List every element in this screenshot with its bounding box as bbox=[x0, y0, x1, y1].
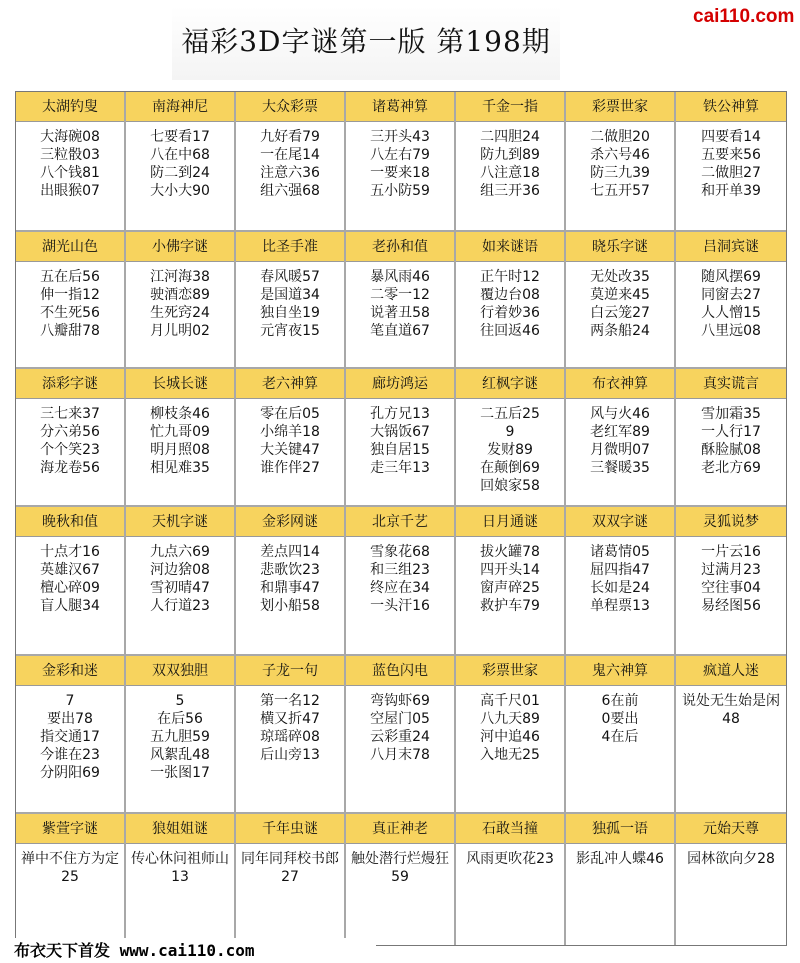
cell-body bbox=[236, 122, 344, 230]
cell-header: 灵狐说梦 bbox=[676, 507, 786, 537]
puzzle-line: 柳枝条46 bbox=[150, 406, 210, 422]
cell-body bbox=[16, 262, 124, 367]
puzzle-cell bbox=[456, 814, 564, 945]
cell-body bbox=[346, 122, 454, 230]
page-title: 福彩3D字谜第一版 第198期 bbox=[181, 25, 551, 58]
puzzle-cell bbox=[16, 92, 124, 230]
cell-body bbox=[456, 122, 564, 230]
puzzle-line: 分阴阳69 bbox=[40, 765, 100, 781]
puzzle-line: 老北方69 bbox=[701, 460, 761, 476]
cell-header: 子龙一句 bbox=[236, 656, 344, 686]
table-row bbox=[16, 656, 786, 812]
puzzle-line: 八里远08 bbox=[701, 323, 761, 339]
cell-header: 金彩网谜 bbox=[236, 507, 344, 537]
puzzle-cell bbox=[676, 232, 786, 367]
cell-header: 红枫字谜 bbox=[456, 369, 564, 399]
puzzle-line: 笔直道67 bbox=[370, 323, 430, 339]
puzzle-line: 三粒骰03 bbox=[40, 147, 100, 163]
cell-body bbox=[676, 262, 786, 367]
puzzle-line: 琼瑶碎08 bbox=[260, 729, 320, 745]
puzzle-line: 和开单39 bbox=[701, 183, 761, 199]
puzzle-line: 人行道23 bbox=[150, 598, 210, 614]
puzzle-line: 一片云16 bbox=[701, 544, 761, 560]
cell-header: 双双字谜 bbox=[566, 507, 674, 537]
cell-header: 双双独胆 bbox=[126, 656, 234, 686]
puzzle-line: 屈四指47 bbox=[590, 562, 650, 578]
puzzle-line: 忙九哥09 bbox=[150, 424, 210, 440]
puzzle-line: 一头汗16 bbox=[370, 598, 430, 614]
table-row bbox=[16, 369, 786, 505]
puzzle-line: 八瓣甜78 bbox=[40, 323, 100, 339]
cell-body bbox=[236, 537, 344, 654]
puzzle-line: 单程票13 bbox=[590, 598, 650, 614]
puzzle-line: 和三组23 bbox=[370, 562, 430, 578]
puzzle-line: 弯钩虾69 bbox=[370, 693, 430, 709]
puzzle-cell bbox=[236, 232, 344, 367]
puzzle-line: 雪加霜35 bbox=[701, 406, 761, 422]
puzzle-line: 云彩重24 bbox=[370, 729, 430, 745]
puzzle-line: 河中追46 bbox=[480, 729, 540, 745]
puzzle-line: 在后56 bbox=[157, 711, 203, 727]
cell-header: 吕洞宾谜 bbox=[676, 232, 786, 262]
puzzle-line: 9 bbox=[505, 424, 515, 440]
puzzle-line: 生死窍24 bbox=[150, 305, 210, 321]
puzzle-line: 元宵夜15 bbox=[260, 323, 320, 339]
puzzle-cell bbox=[16, 507, 124, 654]
puzzle-line: 檀心碎09 bbox=[40, 580, 100, 596]
puzzle-cell bbox=[346, 369, 454, 505]
puzzle-line: 白云笼27 bbox=[590, 305, 650, 321]
puzzle-line: 悲歌饮23 bbox=[260, 562, 320, 578]
cell-header: 石敢当撞 bbox=[456, 814, 564, 844]
cell-body bbox=[126, 122, 234, 230]
puzzle-line: 杀六号46 bbox=[590, 147, 650, 163]
puzzle-line: 禅中不住方为定25 bbox=[21, 851, 119, 885]
puzzle-line: 终应在34 bbox=[370, 580, 430, 596]
puzzle-line: 回娘家58 bbox=[480, 478, 540, 494]
cell-header: 彩票世家 bbox=[566, 92, 674, 122]
puzzle-line: 差点四14 bbox=[260, 544, 320, 560]
puzzle-line: 不生死56 bbox=[40, 305, 100, 321]
puzzle-line: 同年同拜校书郎27 bbox=[241, 851, 339, 885]
cell-header: 诸葛神算 bbox=[346, 92, 454, 122]
puzzle-line: 组三开36 bbox=[480, 183, 540, 199]
puzzle-table bbox=[15, 91, 787, 946]
puzzle-line: 五要来56 bbox=[701, 147, 761, 163]
cell-header: 蓝色闪电 bbox=[346, 656, 454, 686]
puzzle-line: 九点六69 bbox=[150, 544, 210, 560]
cell-header: 小佛字谜 bbox=[126, 232, 234, 262]
puzzle-line: 6在前 bbox=[601, 693, 639, 709]
cell-body bbox=[346, 844, 454, 945]
puzzle-cell bbox=[126, 656, 234, 812]
puzzle-cell bbox=[566, 814, 674, 945]
puzzle-line: 和鼎事47 bbox=[260, 580, 320, 596]
cell-body bbox=[676, 399, 786, 505]
table-row bbox=[16, 92, 786, 230]
puzzle-line: 正午时12 bbox=[480, 269, 540, 285]
puzzle-line: 老红军89 bbox=[590, 424, 650, 440]
puzzle-line: 七要看17 bbox=[150, 129, 210, 145]
puzzle-line: 影乱冲人蝶46 bbox=[576, 851, 664, 867]
puzzle-cell bbox=[676, 369, 786, 505]
puzzle-line: 十点才16 bbox=[40, 544, 100, 560]
cell-body bbox=[16, 122, 124, 230]
puzzle-line: 防二到24 bbox=[150, 165, 210, 181]
table-row bbox=[16, 232, 786, 367]
puzzle-line: 一要来18 bbox=[370, 165, 430, 181]
puzzle-line: 是国道34 bbox=[260, 287, 320, 303]
puzzle-line: 四开头14 bbox=[480, 562, 540, 578]
puzzle-line: 说处无生始是闲48 bbox=[682, 693, 780, 727]
puzzle-cell bbox=[456, 92, 564, 230]
puzzle-cell bbox=[126, 92, 234, 230]
cell-header: 廊坊鸿运 bbox=[346, 369, 454, 399]
cell-header: 湖光山色 bbox=[16, 232, 124, 262]
puzzle-line: 盲人腿34 bbox=[40, 598, 100, 614]
puzzle-cell bbox=[346, 814, 454, 945]
puzzle-line: 莫逆来45 bbox=[590, 287, 650, 303]
puzzle-line: 说著丑58 bbox=[370, 305, 430, 321]
puzzle-line: 小绵羊18 bbox=[260, 424, 320, 440]
cell-body bbox=[16, 399, 124, 505]
puzzle-line: 个个笑23 bbox=[40, 442, 100, 458]
puzzle-cell bbox=[16, 369, 124, 505]
puzzle-line: 横又折47 bbox=[260, 711, 320, 727]
puzzle-line: 风絮乱48 bbox=[150, 747, 210, 763]
puzzle-line: 大海碗08 bbox=[40, 129, 100, 145]
cell-header: 日月通谜 bbox=[456, 507, 564, 537]
puzzle-line: 空往事04 bbox=[701, 580, 761, 596]
puzzle-line: 划小船58 bbox=[260, 598, 320, 614]
puzzle-line: 行着妙36 bbox=[480, 305, 540, 321]
puzzle-cell bbox=[126, 232, 234, 367]
puzzle-cell bbox=[676, 507, 786, 654]
puzzle-cell bbox=[676, 656, 786, 812]
puzzle-line: 入地无25 bbox=[480, 747, 540, 763]
cell-header: 比圣手准 bbox=[236, 232, 344, 262]
puzzle-line: 二四胆24 bbox=[480, 129, 540, 145]
puzzle-line: 英雄汉67 bbox=[40, 562, 100, 578]
puzzle-cell bbox=[346, 656, 454, 812]
puzzle-line: 注意六36 bbox=[260, 165, 320, 181]
puzzle-line: 零在后05 bbox=[260, 406, 320, 422]
puzzle-line: 分六弟56 bbox=[40, 424, 100, 440]
puzzle-line: 大关键47 bbox=[260, 442, 320, 458]
cell-body bbox=[16, 844, 124, 945]
cell-body bbox=[126, 399, 234, 505]
cell-body bbox=[126, 686, 234, 812]
puzzle-line: 在颠倒69 bbox=[480, 460, 540, 476]
puzzle-line: 往回返46 bbox=[480, 323, 540, 339]
cell-header: 天机字谜 bbox=[126, 507, 234, 537]
cell-body bbox=[126, 844, 234, 945]
cell-body bbox=[126, 537, 234, 654]
cell-header: 晓乐字谜 bbox=[566, 232, 674, 262]
cell-body bbox=[456, 686, 564, 812]
puzzle-line: 八注意18 bbox=[480, 165, 540, 181]
puzzle-line: 5 bbox=[175, 693, 185, 709]
puzzle-line: 后山旁13 bbox=[260, 747, 320, 763]
puzzle-line: 九好看79 bbox=[260, 129, 320, 145]
puzzle-line: 伸一指12 bbox=[40, 287, 100, 303]
cell-header: 鬼六神算 bbox=[566, 656, 674, 686]
cell-header: 老六神算 bbox=[236, 369, 344, 399]
cell-body bbox=[566, 686, 674, 812]
puzzle-cell bbox=[16, 656, 124, 812]
cell-header: 真实谎言 bbox=[676, 369, 786, 399]
puzzle-line: 随风摆69 bbox=[701, 269, 761, 285]
cell-body bbox=[566, 262, 674, 367]
cell-header: 独孤一语 bbox=[566, 814, 674, 844]
cell-body bbox=[16, 686, 124, 812]
puzzle-line: 八个钱81 bbox=[40, 165, 100, 181]
puzzle-cell bbox=[456, 507, 564, 654]
cell-body bbox=[676, 537, 786, 654]
puzzle-cell bbox=[456, 232, 564, 367]
puzzle-line: 雪初晴47 bbox=[150, 580, 210, 596]
brand-watermark: cai110.com bbox=[693, 6, 800, 28]
puzzle-cell bbox=[676, 92, 786, 230]
puzzle-line: 诸葛情05 bbox=[590, 544, 650, 560]
puzzle-line: 出眼猴07 bbox=[40, 183, 100, 199]
cell-header: 千年虫谜 bbox=[236, 814, 344, 844]
cell-header: 大众彩票 bbox=[236, 92, 344, 122]
puzzle-line: 长如是24 bbox=[590, 580, 650, 596]
puzzle-line: 暴风雨46 bbox=[370, 269, 430, 285]
cell-body bbox=[236, 399, 344, 505]
puzzle-cell bbox=[346, 507, 454, 654]
puzzle-cell bbox=[566, 92, 674, 230]
puzzle-cell bbox=[566, 369, 674, 505]
puzzle-line: 八月末78 bbox=[370, 747, 430, 763]
puzzle-line: 酥脸腻08 bbox=[701, 442, 761, 458]
puzzle-line: 两条船24 bbox=[590, 323, 650, 339]
cell-header: 北京千艺 bbox=[346, 507, 454, 537]
puzzle-cell bbox=[346, 92, 454, 230]
title-banner bbox=[172, 6, 560, 80]
puzzle-line: 月儿明02 bbox=[150, 323, 210, 339]
puzzle-line: 一张图17 bbox=[150, 765, 210, 781]
cell-body bbox=[126, 262, 234, 367]
cell-header: 布衣神算 bbox=[566, 369, 674, 399]
puzzle-line: 月微明07 bbox=[590, 442, 650, 458]
puzzle-line: 防九到89 bbox=[480, 147, 540, 163]
puzzle-line: 独自居15 bbox=[370, 442, 430, 458]
puzzle-line: 园林欲向夕28 bbox=[687, 851, 775, 867]
cell-header: 晚秋和值 bbox=[16, 507, 124, 537]
puzzle-line: 指交通17 bbox=[40, 729, 100, 745]
puzzle-line: 春风暖57 bbox=[260, 269, 320, 285]
cell-body bbox=[16, 537, 124, 654]
puzzle-line: 走三年13 bbox=[370, 460, 430, 476]
puzzle-line: 八九天89 bbox=[480, 711, 540, 727]
puzzle-line: 空屋门05 bbox=[370, 711, 430, 727]
puzzle-line: 孔方兄13 bbox=[370, 406, 430, 422]
cell-body bbox=[236, 686, 344, 812]
puzzle-line: 一在尾14 bbox=[260, 147, 320, 163]
puzzle-line: 江河海38 bbox=[150, 269, 210, 285]
puzzle-line: 拔火罐78 bbox=[480, 544, 540, 560]
puzzle-line: 触处潜行烂熳狂59 bbox=[351, 851, 449, 885]
puzzle-line: 三开头43 bbox=[370, 129, 430, 145]
puzzle-line: 五九胆59 bbox=[150, 729, 210, 745]
cell-header: 太湖钓叟 bbox=[16, 92, 124, 122]
puzzle-line: 7 bbox=[65, 693, 75, 709]
puzzle-line: 驶酒恋89 bbox=[150, 287, 210, 303]
cell-header: 如来谜语 bbox=[456, 232, 564, 262]
table-row bbox=[16, 814, 786, 945]
puzzle-line: 八左右79 bbox=[370, 147, 430, 163]
cell-header: 狼姐姐谜 bbox=[126, 814, 234, 844]
puzzle-line: 五在后56 bbox=[40, 269, 100, 285]
puzzle-line: 发财89 bbox=[487, 442, 533, 458]
table-row bbox=[16, 507, 786, 654]
cell-body bbox=[346, 686, 454, 812]
puzzle-cell bbox=[126, 369, 234, 505]
cell-body bbox=[676, 844, 786, 945]
cell-header: 元始天尊 bbox=[676, 814, 786, 844]
puzzle-line: 传心休问祖师山13 bbox=[131, 851, 229, 885]
cell-header: 长城长谜 bbox=[126, 369, 234, 399]
cell-header: 添彩字谜 bbox=[16, 369, 124, 399]
puzzle-line: 第一名12 bbox=[260, 693, 320, 709]
cell-header: 南海神尼 bbox=[126, 92, 234, 122]
cell-body bbox=[676, 686, 786, 812]
puzzle-line: 五小防59 bbox=[370, 183, 430, 199]
puzzle-line: 雪象花68 bbox=[370, 544, 430, 560]
puzzle-line: 大小大90 bbox=[150, 183, 210, 199]
puzzle-line: 高千尺01 bbox=[480, 693, 540, 709]
puzzle-line: 窗声碎25 bbox=[480, 580, 540, 596]
puzzle-line: 谁作伴27 bbox=[260, 460, 320, 476]
cell-body bbox=[346, 262, 454, 367]
puzzle-line: 二做胆20 bbox=[590, 129, 650, 145]
puzzle-line: 大锅饭67 bbox=[370, 424, 430, 440]
puzzle-line: 0要出 bbox=[601, 711, 639, 727]
puzzle-cell bbox=[566, 656, 674, 812]
puzzle-line: 风与火46 bbox=[590, 406, 650, 422]
puzzle-cell bbox=[456, 369, 564, 505]
puzzle-cell bbox=[236, 92, 344, 230]
cell-header: 金彩和迷 bbox=[16, 656, 124, 686]
puzzle-line: 风雨更吹花23 bbox=[466, 851, 554, 867]
cell-header: 真正神老 bbox=[346, 814, 454, 844]
cell-header: 千金一指 bbox=[456, 92, 564, 122]
cell-body bbox=[346, 537, 454, 654]
puzzle-cell bbox=[126, 507, 234, 654]
puzzle-line: 相见难35 bbox=[150, 460, 210, 476]
puzzle-cell bbox=[126, 814, 234, 945]
puzzle-cell bbox=[16, 814, 124, 945]
cell-header: 铁公神算 bbox=[676, 92, 786, 122]
cell-body bbox=[456, 262, 564, 367]
cell-body bbox=[456, 537, 564, 654]
cell-header: 老孙和值 bbox=[346, 232, 454, 262]
puzzle-line: 要出78 bbox=[47, 711, 93, 727]
puzzle-line: 救护车79 bbox=[480, 598, 540, 614]
puzzle-cell bbox=[566, 507, 674, 654]
puzzle-cell bbox=[16, 232, 124, 367]
cell-body bbox=[566, 537, 674, 654]
puzzle-line: 八在中68 bbox=[150, 147, 210, 163]
puzzle-cell bbox=[236, 369, 344, 505]
puzzle-line: 今谁在23 bbox=[40, 747, 100, 763]
cell-body bbox=[236, 844, 344, 945]
puzzle-line: 明月照08 bbox=[150, 442, 210, 458]
puzzle-cell bbox=[236, 814, 344, 945]
puzzle-cell bbox=[236, 656, 344, 812]
puzzle-line: 覆边台08 bbox=[480, 287, 540, 303]
cell-header: 紫萱字谜 bbox=[16, 814, 124, 844]
puzzle-line: 防三九39 bbox=[590, 165, 650, 181]
cell-body bbox=[456, 844, 564, 945]
cell-header: 疯道人迷 bbox=[676, 656, 786, 686]
cell-body bbox=[566, 122, 674, 230]
cell-body bbox=[566, 399, 674, 505]
cell-header: 彩票世家 bbox=[456, 656, 564, 686]
puzzle-line: 二零一12 bbox=[370, 287, 430, 303]
puzzle-line: 同窗去27 bbox=[701, 287, 761, 303]
puzzle-cell bbox=[676, 814, 786, 945]
cell-body bbox=[676, 122, 786, 230]
puzzle-cell bbox=[566, 232, 674, 367]
puzzle-line: 三餐暖35 bbox=[590, 460, 650, 476]
puzzle-line: 二五后25 bbox=[480, 406, 540, 422]
puzzle-line: 二做胆27 bbox=[701, 165, 761, 181]
puzzle-line: 七五开57 bbox=[590, 183, 650, 199]
puzzle-line: 三七来37 bbox=[40, 406, 100, 422]
cell-body bbox=[566, 844, 674, 945]
puzzle-line: 人人憎15 bbox=[701, 305, 761, 321]
puzzle-cell bbox=[456, 656, 564, 812]
cell-body bbox=[456, 399, 564, 505]
cell-body bbox=[236, 262, 344, 367]
puzzle-line: 组六强68 bbox=[260, 183, 320, 199]
puzzle-line: 过满月23 bbox=[701, 562, 761, 578]
puzzle-line: 海龙卷56 bbox=[40, 460, 100, 476]
puzzle-cell bbox=[346, 232, 454, 367]
puzzle-line: 河边猞08 bbox=[150, 562, 210, 578]
cell-body bbox=[346, 399, 454, 505]
puzzle-line: 一人行17 bbox=[701, 424, 761, 440]
puzzle-line: 4在后 bbox=[601, 729, 639, 745]
puzzle-line: 四要看14 bbox=[701, 129, 761, 145]
puzzle-line: 独自坐19 bbox=[260, 305, 320, 321]
puzzle-line: 无处改35 bbox=[590, 269, 650, 285]
footer-credit: 布衣天下首发 www.cai110.com bbox=[0, 938, 376, 963]
puzzle-line: 易经图56 bbox=[701, 598, 761, 614]
puzzle-cell bbox=[236, 507, 344, 654]
